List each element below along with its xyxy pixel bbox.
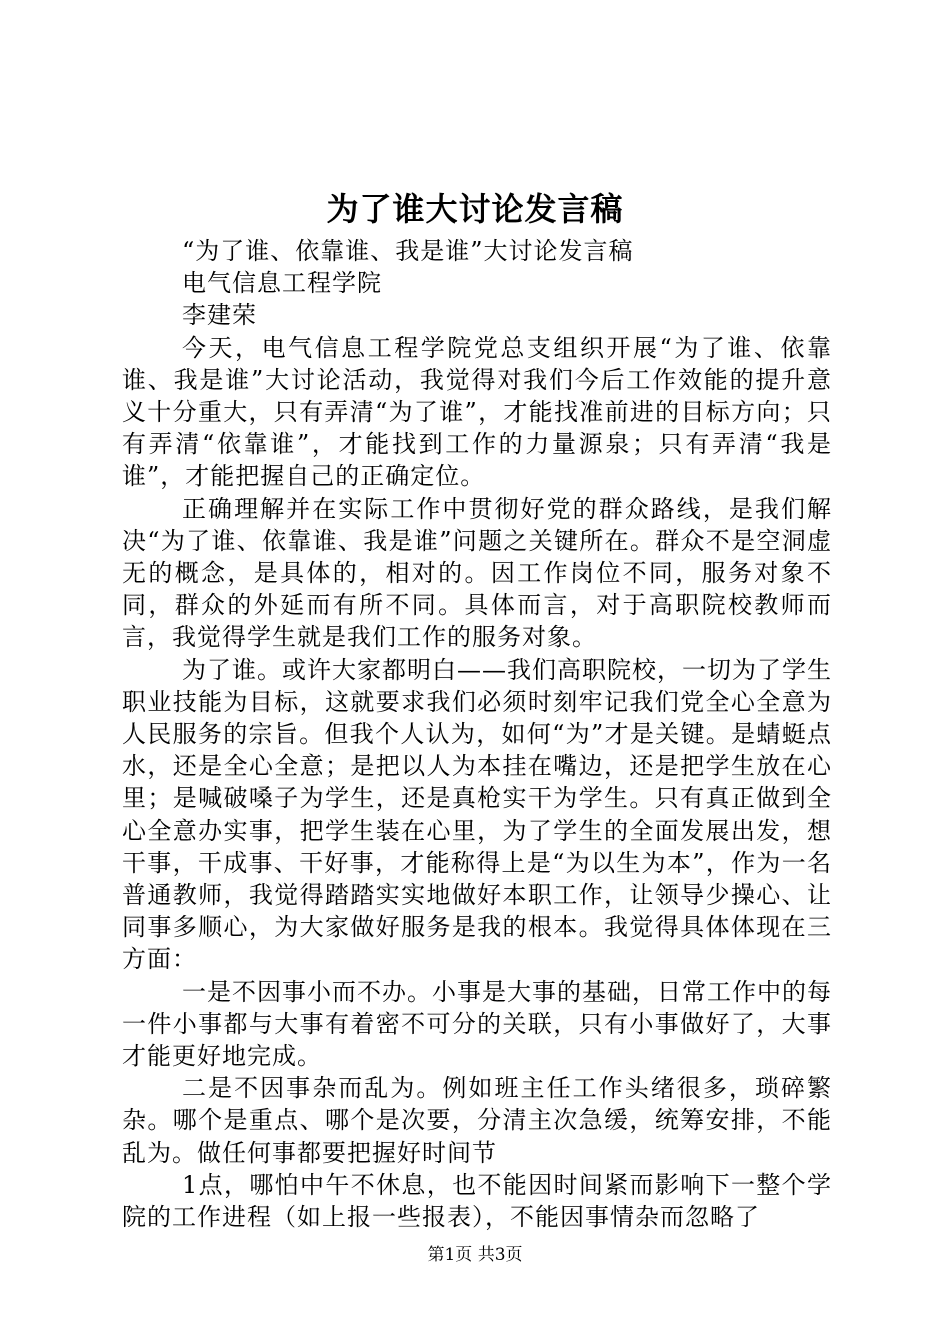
paragraph-department: 电气信息工程学院	[182, 269, 382, 298]
paragraph-body: 二是不因事杂而乱为。例如班主任工作头绪很多，琐碎繁杂。哪个是重点、哪个是次要，分清主次急缓，统筹安排，不能乱为。做任何事都要把握好时间节	[122, 1074, 832, 1167]
paragraph-body: 1点，哪怕中午不休息，也不能因时间紧而影响下一整个学院的工作进程（如上报一些报表），不能因事情杂而忽略了	[122, 1170, 832, 1232]
paragraph-subtitle: “为了谁、依靠谁、我是谁”大讨论发言稿	[182, 237, 634, 265]
paragraph-body: 为了谁。或许大家都明白——我们高职院校，一切为了学生职业技能为目标，这就要求我们必须时刻牢记我们党全心全意为人民服务的宗旨。但我个人认为，如何“为”才是关键。是蜻蜓点水，还是全心全意；是把以人为本挂在嘴边，还是把学生放在心里；是喊破嗓子为学生，还是真枪实干为学生。只有真正做到全心全意办实事，把学生装在心里，为了学生的全面发展出发，想干事，干成事、干好事，才能称得上是“为以生为本”，作为一名普通教师，我觉得踏踏实实地做好本职工作，让领导少操心、让同事多顺心，为大家做好服务是我的根本。我觉得具体体现在三方面：	[122, 655, 832, 974]
paragraph-author: 李建荣	[182, 301, 257, 330]
paragraph-body: 正确理解并在实际工作中贯彻好党的群众路线，是我们解决“为了谁、依靠谁、我是谁”问题之关键所在。群众不是空洞虚无的概念，是具体的，相对的。因工作岗位不同，服务对象不同，群众的外延而有所不同。具体而言，对于高职院校教师而言，我觉得学生就是我们工作的服务对象。	[122, 494, 832, 652]
paragraph-body: 今天，电气信息工程学院党总支组织开展“为了谁、依靠谁、我是谁”大讨论活动，我觉得对我们今后工作效能的提升意义十分重大，只有弄清“为了谁”，才能找准前进的目标方向；只有弄清“依靠谁”，才能找到工作的力量源泉；只有弄清“我是谁”，才能把握自己的正确定位。	[122, 333, 832, 491]
document-title: 为了谁大讨论发言稿	[326, 190, 624, 228]
paragraph-body: 一是不因事小而不办。小事是大事的基础，日常工作中的每一件小事都与大事有着密不可分的关联，只有小事做好了，大事才能更好地完成。	[122, 977, 832, 1071]
page-footer: 第1页 共3页	[427, 1245, 523, 1265]
document-body	[122, 235, 832, 1233]
